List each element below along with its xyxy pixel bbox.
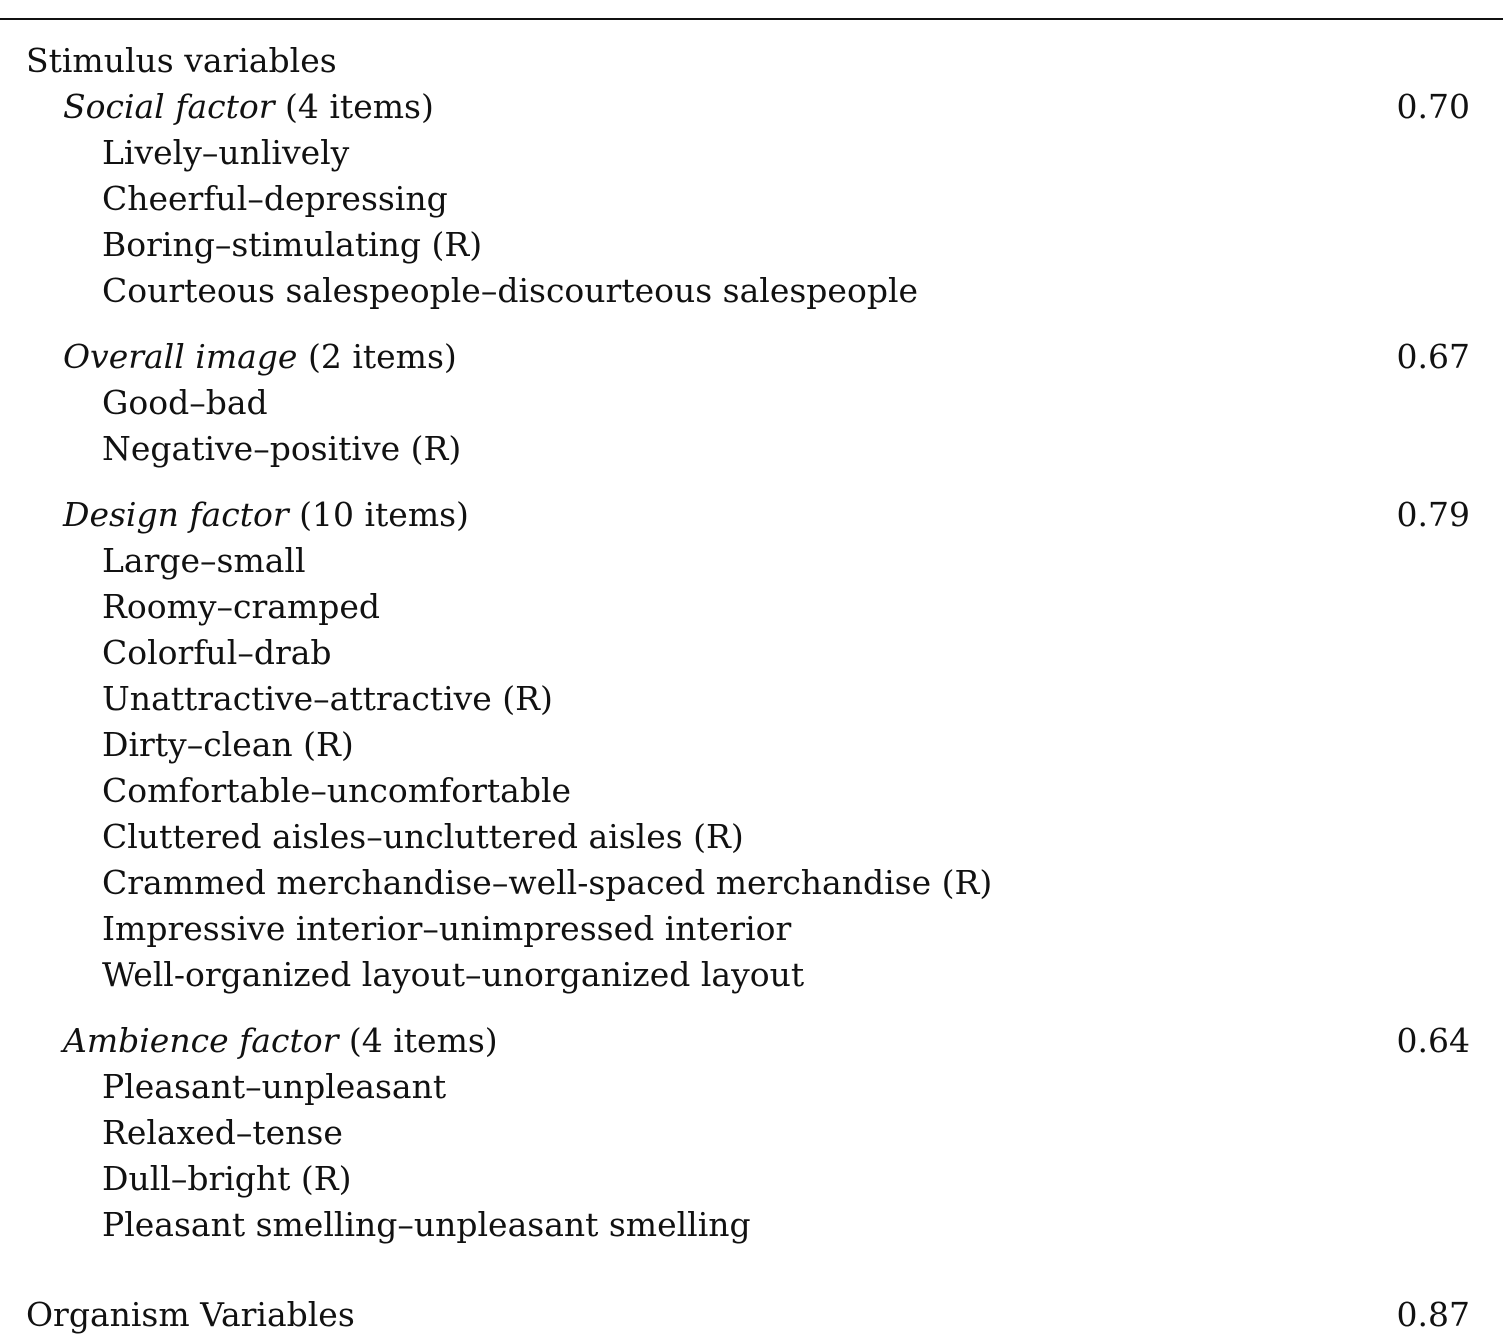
factor-item-count: (4 items) bbox=[348, 1021, 498, 1060]
scale-item: Good–bad bbox=[102, 383, 268, 422]
factor-name: Overall image bbox=[63, 337, 298, 376]
scale-item: Courteous salespeople–discourteous salespeople bbox=[102, 271, 919, 310]
scale-item: Dull–bright (R) bbox=[102, 1159, 352, 1198]
factor-heading-ambience bbox=[0, 1018, 1503, 1064]
reliability-value: 0.79 bbox=[1396, 495, 1470, 534]
scale-item: Boring–stimulating (R) bbox=[102, 225, 483, 264]
scale-items-table bbox=[0, 38, 1503, 1338]
scale-item: Impressive interior–unimpressed interior bbox=[102, 909, 792, 948]
spacer bbox=[0, 998, 1503, 1018]
factor-heading-social bbox=[0, 84, 1503, 130]
spacer bbox=[0, 1248, 1503, 1292]
scale-item: Roomy–cramped bbox=[102, 587, 381, 626]
scale-item: Large–small bbox=[102, 541, 306, 580]
table-top-rule bbox=[0, 18, 1503, 20]
scale-item: Crammed merchandise–well-spaced merchandise (R) bbox=[102, 863, 993, 902]
scale-item: Comfortable–uncomfortable bbox=[102, 771, 572, 810]
reliability-value: 0.64 bbox=[1396, 1021, 1470, 1060]
reliability-value: 0.67 bbox=[1396, 337, 1470, 376]
factor-name: Design factor bbox=[63, 495, 289, 534]
spacer bbox=[0, 472, 1503, 492]
section-heading-stimulus bbox=[0, 38, 1503, 84]
scale-item: Pleasant–unpleasant bbox=[102, 1067, 447, 1106]
factor-heading-design bbox=[0, 492, 1503, 538]
section-title: Organism Variables bbox=[26, 1295, 355, 1334]
factor-item-count: (4 items) bbox=[285, 87, 434, 126]
factor-name: Ambience factor bbox=[63, 1021, 339, 1060]
factor-heading-overall-image bbox=[0, 334, 1503, 380]
scale-item: Cheerful–depressing bbox=[102, 179, 448, 218]
scale-item: Dirty–clean (R) bbox=[102, 725, 354, 764]
section-title: Stimulus variables bbox=[26, 41, 337, 80]
reliability-value: 0.70 bbox=[1396, 87, 1470, 126]
scale-item: Colorful–drab bbox=[102, 633, 332, 672]
scale-item: Lively–unlively bbox=[102, 133, 350, 172]
spacer bbox=[0, 314, 1503, 334]
scale-item: Pleasant smelling–unpleasant smelling bbox=[102, 1205, 751, 1244]
scale-item: Cluttered aisles–uncluttered aisles (R) bbox=[102, 817, 744, 856]
scale-item: Negative–positive (R) bbox=[102, 429, 462, 468]
factor-item-count: (10 items) bbox=[299, 495, 469, 534]
reliability-value: 0.87 bbox=[1396, 1295, 1470, 1334]
scale-item: Unattractive–attractive (R) bbox=[102, 679, 553, 718]
factor-name: Social factor bbox=[63, 87, 275, 126]
section-heading-organism bbox=[0, 1292, 1503, 1338]
scale-item: Relaxed–tense bbox=[102, 1113, 343, 1152]
scale-item: Well-organized layout–unorganized layout bbox=[102, 955, 805, 994]
factor-item-count: (2 items) bbox=[307, 337, 457, 376]
